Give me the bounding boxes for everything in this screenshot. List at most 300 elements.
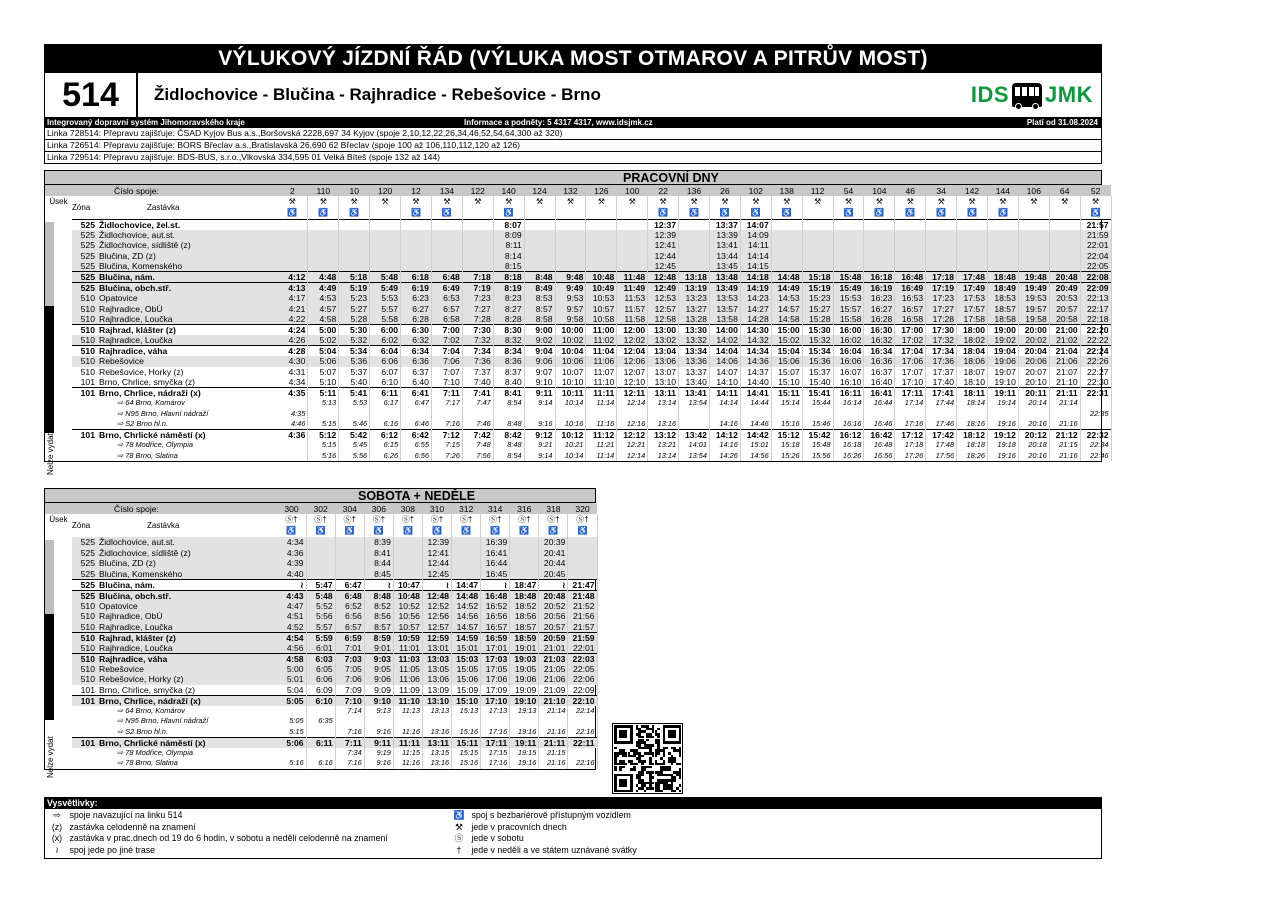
stop-row bbox=[45, 748, 597, 759]
departure-time bbox=[679, 251, 710, 262]
departure-time: 6:12 bbox=[370, 430, 401, 441]
legend-text: zastávka v prac.dnech od 19 do 6 hodin, v sobotu a neděli celodenně na znamení bbox=[69, 833, 388, 843]
departure-time: 22:14 bbox=[568, 706, 597, 717]
departure-time: 8:40 bbox=[493, 377, 524, 388]
stop-name: Rebešovice bbox=[97, 664, 277, 675]
departure-time: 7:28 bbox=[462, 314, 493, 325]
departure-time: 14:53 bbox=[771, 293, 802, 304]
stop-name: ⇨ N95 Brno, Hlavní nádraží bbox=[117, 408, 209, 418]
departure-time: 14:27 bbox=[740, 304, 771, 315]
departure-time: 7:16 bbox=[335, 727, 364, 738]
zone-number: 510 bbox=[72, 356, 97, 367]
departure-time bbox=[393, 569, 422, 580]
departure-time: 11:10 bbox=[393, 695, 422, 706]
departure-time bbox=[335, 548, 364, 559]
accessible-icon: ♿ bbox=[843, 208, 854, 217]
departure-time: 17:34 bbox=[926, 346, 957, 357]
stop-row bbox=[45, 590, 597, 601]
departure-time: 12:10 bbox=[617, 377, 648, 388]
departure-time: 15:05 bbox=[452, 664, 481, 675]
departure-time: 22:35 bbox=[1080, 409, 1111, 420]
departure-time: 4:13 bbox=[277, 283, 308, 294]
departure-time: 21:16 bbox=[1049, 419, 1080, 430]
departure-time bbox=[709, 409, 740, 420]
departure-time: 17:15 bbox=[481, 748, 510, 759]
departure-time: 6:30 bbox=[401, 325, 432, 336]
accessible-icon: ♿ bbox=[490, 526, 501, 535]
departure-time: 14:47 bbox=[452, 579, 481, 590]
departure-time bbox=[987, 230, 1018, 241]
departure-time: 15:10 bbox=[452, 695, 481, 706]
departure-time: 16:32 bbox=[864, 335, 895, 346]
departure-time bbox=[802, 219, 833, 230]
departure-time: 8:58 bbox=[524, 314, 555, 325]
departure-time: 13:37 bbox=[679, 367, 710, 378]
departure-time: 14:07 bbox=[709, 367, 740, 378]
departure-time: 14:48 bbox=[771, 272, 802, 283]
departure-time bbox=[431, 261, 462, 272]
departure-time: 6:06 bbox=[306, 674, 335, 685]
trip-day-icon: Ⓢ† bbox=[547, 515, 560, 524]
zone-number: 525 bbox=[72, 590, 97, 601]
departure-time bbox=[648, 409, 679, 420]
trip-day-icon: Ⓢ† bbox=[488, 515, 502, 524]
departure-time: 4:21 bbox=[277, 304, 308, 315]
departure-time: 11:02 bbox=[586, 335, 617, 346]
nelze-vydat-label: Nelze vydat bbox=[46, 736, 55, 778]
departure-time: 22:16 bbox=[568, 758, 597, 769]
departure-time: 20:53 bbox=[1049, 293, 1080, 304]
departure-time: 5:15 bbox=[308, 419, 339, 430]
departure-time: 9:06 bbox=[524, 356, 555, 367]
departure-time: 10:02 bbox=[555, 335, 586, 346]
departure-time: 6:10 bbox=[370, 377, 401, 388]
trip-day-icon: ⚒ bbox=[381, 197, 389, 206]
departure-time: 12:39 bbox=[422, 537, 451, 548]
weekend-timetable bbox=[44, 488, 596, 778]
stop-name: Rajhrad, klášter (z) bbox=[97, 325, 277, 336]
departure-time: 9:16 bbox=[524, 419, 555, 430]
trip-number: 10 bbox=[339, 185, 370, 196]
trip-day-icon: ⚒ bbox=[659, 197, 667, 206]
departure-time: 13:06 bbox=[422, 674, 451, 685]
departure-time bbox=[524, 219, 555, 230]
departure-time: 7:15 bbox=[431, 440, 462, 451]
zone-number: 510 bbox=[72, 314, 97, 325]
departure-time: 18:59 bbox=[510, 632, 539, 643]
legend-item bbox=[449, 810, 631, 821]
departure-time: 17:46 bbox=[926, 419, 957, 430]
departure-time bbox=[586, 240, 617, 251]
departure-time: 7:11 bbox=[431, 388, 462, 399]
departure-time: 6:01 bbox=[306, 643, 335, 654]
departure-time bbox=[277, 251, 308, 262]
departure-time: 21:15 bbox=[539, 748, 568, 759]
departure-time bbox=[452, 716, 481, 727]
stop-row bbox=[45, 377, 1111, 388]
departure-time: 17:48 bbox=[926, 440, 957, 451]
departure-time: 5:00 bbox=[277, 664, 306, 675]
departure-time: 19:18 bbox=[987, 440, 1018, 451]
departure-time bbox=[1049, 409, 1080, 420]
trip-icons bbox=[364, 514, 393, 537]
departure-time: ≀ bbox=[422, 579, 451, 590]
zone-number: 510 bbox=[72, 293, 97, 304]
departure-time: 10:58 bbox=[586, 314, 617, 325]
departure-time: 15:18 bbox=[802, 272, 833, 283]
departure-time: 22:11 bbox=[568, 737, 597, 748]
departure-time: 9:05 bbox=[364, 664, 393, 675]
route-name: Židlochovice - Blučina - Rajhradice - Rebešovice - Brno bbox=[154, 85, 601, 104]
trip-icons bbox=[422, 514, 451, 537]
departure-time: 19:11 bbox=[987, 388, 1018, 399]
departure-time: 8:09 bbox=[493, 230, 524, 241]
departure-time: 15:01 bbox=[452, 643, 481, 654]
departure-time bbox=[926, 261, 957, 272]
departure-time: 5:30 bbox=[339, 325, 370, 336]
departure-time: 12:58 bbox=[648, 314, 679, 325]
departure-time: 16:57 bbox=[481, 622, 510, 633]
stop-row bbox=[45, 537, 597, 548]
departure-time: 14:04 bbox=[709, 346, 740, 357]
departure-time: 11:57 bbox=[617, 304, 648, 315]
departure-time: 20:06 bbox=[1018, 356, 1049, 367]
departure-time: 4:22 bbox=[277, 314, 308, 325]
departure-time bbox=[926, 251, 957, 262]
trip-icons bbox=[957, 196, 988, 219]
departure-time: 13:10 bbox=[648, 377, 679, 388]
trip-icons bbox=[895, 196, 926, 219]
departure-time: 16:40 bbox=[864, 377, 895, 388]
departure-time: 5:10 bbox=[308, 377, 339, 388]
stop-name: Rajhradice, Loučka bbox=[97, 335, 277, 346]
departure-time: 14:23 bbox=[740, 293, 771, 304]
departure-time: 7:11 bbox=[335, 737, 364, 748]
trip-day-icon: ⚒ bbox=[721, 197, 729, 206]
departure-time: 16:45 bbox=[481, 569, 510, 580]
departure-time: 17:12 bbox=[895, 430, 926, 441]
departure-time: 12:57 bbox=[648, 304, 679, 315]
departure-time: 7:03 bbox=[335, 653, 364, 664]
departure-time: 17:14 bbox=[895, 398, 926, 409]
departure-time bbox=[277, 748, 306, 759]
trip-icons bbox=[277, 196, 308, 219]
departure-time: 5:19 bbox=[339, 283, 370, 294]
stop-name: ⇨ S2 Brno hl.n. bbox=[117, 726, 168, 736]
departure-time: 10:52 bbox=[393, 601, 422, 612]
departure-time: 19:10 bbox=[987, 377, 1018, 388]
departure-time bbox=[771, 219, 802, 230]
departure-time: 6:11 bbox=[306, 737, 335, 748]
stop-row bbox=[45, 451, 1111, 462]
departure-time: 9:10 bbox=[524, 377, 555, 388]
departure-time: 16:26 bbox=[833, 451, 864, 462]
stop-name: Rajhradice, Loučka bbox=[97, 622, 277, 633]
departure-time: 19:16 bbox=[987, 451, 1018, 462]
departure-time: 16:04 bbox=[833, 346, 864, 357]
departure-time: 17:05 bbox=[481, 664, 510, 675]
departure-time bbox=[586, 230, 617, 241]
departure-time bbox=[306, 569, 335, 580]
trip-number: 64 bbox=[1049, 185, 1080, 196]
departure-time: 22:27 bbox=[1080, 367, 1111, 378]
trip-number: 120 bbox=[370, 185, 401, 196]
departure-time: 20:45 bbox=[539, 569, 568, 580]
departure-time: 5:32 bbox=[339, 335, 370, 346]
departure-time: 9:21 bbox=[524, 440, 555, 451]
departure-time: 20:07 bbox=[1018, 367, 1049, 378]
departure-time bbox=[481, 716, 510, 727]
legend-item bbox=[47, 822, 196, 833]
departure-time: ≀ bbox=[364, 579, 393, 590]
departure-time: 21:02 bbox=[1049, 335, 1080, 346]
departure-time: 14:11 bbox=[740, 240, 771, 251]
departure-time: 14:37 bbox=[740, 367, 771, 378]
departure-time: 12:59 bbox=[422, 632, 451, 643]
departure-time: 4:40 bbox=[277, 569, 306, 580]
departure-time: 6:40 bbox=[401, 377, 432, 388]
departure-time: 7:47 bbox=[462, 398, 493, 409]
departure-time bbox=[926, 219, 957, 230]
trip-number: 300 bbox=[277, 503, 306, 514]
departure-time: 9:04 bbox=[524, 346, 555, 357]
zone-number: 510 bbox=[72, 653, 97, 664]
zone-number: 510 bbox=[72, 601, 97, 612]
trip-day-icon: ⚒ bbox=[597, 197, 605, 206]
trip-day-icon: Ⓢ† bbox=[576, 515, 589, 524]
departure-time: 11:16 bbox=[393, 727, 422, 738]
departure-time: 6:57 bbox=[431, 304, 462, 315]
departure-time: 17:02 bbox=[895, 335, 926, 346]
accessible-icon: ♿ bbox=[577, 526, 588, 535]
departure-time: 5:15 bbox=[277, 727, 306, 738]
departure-time bbox=[555, 261, 586, 272]
departure-time: 12:39 bbox=[648, 230, 679, 241]
departure-time: 19:10 bbox=[510, 695, 539, 706]
departure-time: 13:45 bbox=[709, 261, 740, 272]
trip-day-icon: Ⓢ† bbox=[343, 515, 356, 524]
departure-time: 19:06 bbox=[987, 356, 1018, 367]
departure-time: 6:58 bbox=[431, 314, 462, 325]
zone-number: 510 bbox=[72, 674, 97, 685]
departure-time: 4:47 bbox=[277, 601, 306, 612]
departure-time: 18:02 bbox=[957, 335, 988, 346]
departure-time: 17:44 bbox=[926, 398, 957, 409]
departure-time: 17:32 bbox=[926, 335, 957, 346]
bus-icon bbox=[1012, 83, 1042, 107]
departure-time: 20:57 bbox=[539, 622, 568, 633]
departure-time: 21:16 bbox=[539, 758, 568, 769]
departure-time: 17:09 bbox=[481, 685, 510, 696]
departure-time bbox=[957, 230, 988, 241]
departure-time: 8:07 bbox=[493, 219, 524, 230]
departure-time: 6:59 bbox=[335, 632, 364, 643]
departure-time: 13:48 bbox=[709, 272, 740, 283]
departure-time: 12:44 bbox=[422, 558, 451, 569]
departure-time: 5:37 bbox=[339, 367, 370, 378]
trip-number: 100 bbox=[617, 185, 648, 196]
departure-time: 16:56 bbox=[481, 611, 510, 622]
departure-time: 22:46 bbox=[1080, 451, 1111, 462]
stop-name: ⇨ S2 Brno hl.n. bbox=[117, 419, 168, 428]
departure-time: 13:15 bbox=[422, 748, 451, 759]
departure-time bbox=[771, 409, 802, 420]
trip-icons bbox=[555, 196, 586, 219]
departure-time: 5:11 bbox=[308, 388, 339, 399]
departure-time: 4:31 bbox=[277, 367, 308, 378]
departure-time: 7:37 bbox=[462, 367, 493, 378]
trip-day-icon: Ⓢ† bbox=[459, 515, 473, 524]
departure-time bbox=[987, 409, 1018, 420]
departure-time: 12:02 bbox=[617, 335, 648, 346]
departure-time: 4:46 bbox=[277, 419, 308, 430]
departure-time: 12:21 bbox=[617, 440, 648, 451]
departure-time: 5:56 bbox=[339, 451, 370, 462]
departure-time: 5:47 bbox=[306, 579, 335, 590]
departure-time: 21:11 bbox=[539, 737, 568, 748]
departure-time: 11:07 bbox=[586, 367, 617, 378]
departure-time: 15:40 bbox=[802, 377, 833, 388]
departure-time bbox=[401, 251, 432, 262]
departure-time: 18:57 bbox=[987, 304, 1018, 315]
departure-time: 19:16 bbox=[510, 758, 539, 769]
trip-day-icon: ⚒ bbox=[783, 197, 791, 206]
departure-time: 8:49 bbox=[524, 283, 555, 294]
trip-icons bbox=[401, 196, 432, 219]
departure-time bbox=[1018, 261, 1049, 272]
departure-time: 4:58 bbox=[308, 314, 339, 325]
trip-icons bbox=[510, 514, 539, 537]
departure-time bbox=[370, 230, 401, 241]
departure-time: 19:57 bbox=[1018, 304, 1049, 315]
departure-time: 11:10 bbox=[586, 377, 617, 388]
departure-time: 19:04 bbox=[987, 346, 1018, 357]
departure-time bbox=[568, 748, 597, 759]
departure-time: 18:52 bbox=[510, 601, 539, 612]
departure-time: 22:20 bbox=[1080, 325, 1111, 336]
departure-time: 4:43 bbox=[277, 590, 306, 601]
departure-time: 19:58 bbox=[1018, 314, 1049, 325]
departure-time: 5:48 bbox=[306, 590, 335, 601]
departure-time: 6:18 bbox=[401, 272, 432, 283]
trip-day-icon: ⚒ bbox=[999, 197, 1007, 206]
trip-day-icon: Ⓢ† bbox=[285, 515, 298, 524]
departure-time: 22:09 bbox=[568, 685, 597, 696]
departure-time: 16:48 bbox=[481, 590, 510, 601]
departure-time: 9:16 bbox=[364, 758, 393, 769]
accessible-icon: ♿ bbox=[287, 208, 298, 217]
zone-number bbox=[72, 451, 97, 462]
legend-item bbox=[47, 845, 155, 856]
departure-time: 13:39 bbox=[709, 230, 740, 241]
departure-time: 10:59 bbox=[393, 632, 422, 643]
trip-day-icon: Ⓢ† bbox=[430, 515, 444, 524]
line-header bbox=[44, 73, 1102, 118]
departure-time: 6:05 bbox=[306, 664, 335, 675]
trip-day-icon: ⚒ bbox=[937, 197, 945, 206]
departure-time: 4:52 bbox=[277, 622, 306, 633]
accessible-icon: ♿ bbox=[349, 208, 360, 217]
departure-time: 14:07 bbox=[740, 219, 771, 230]
trip-day-icon: Ⓢ† bbox=[518, 515, 531, 524]
departure-time: 15:23 bbox=[802, 293, 833, 304]
departure-time bbox=[833, 251, 864, 262]
weekday-table bbox=[45, 185, 1112, 461]
zone-number: 525 bbox=[72, 579, 97, 590]
stop-row bbox=[45, 664, 597, 675]
departure-time: 14:48 bbox=[452, 590, 481, 601]
ids-system-name: Integrovaný dopravní systém Jihomoravského kraje bbox=[47, 118, 245, 127]
departure-time: 13:11 bbox=[648, 388, 679, 399]
departure-time bbox=[370, 409, 401, 420]
departure-time: 17:11 bbox=[481, 737, 510, 748]
departure-time: 21:09 bbox=[539, 685, 568, 696]
departure-time: 11:03 bbox=[393, 653, 422, 664]
departure-time: 19:06 bbox=[510, 674, 539, 685]
departure-time bbox=[833, 230, 864, 241]
departure-time bbox=[895, 261, 926, 272]
departure-time: 19:14 bbox=[987, 398, 1018, 409]
departure-time: 16:07 bbox=[833, 367, 864, 378]
departure-time: 12:07 bbox=[617, 367, 648, 378]
departure-time bbox=[895, 240, 926, 251]
departure-time: 12:41 bbox=[422, 548, 451, 559]
departure-time: 16:28 bbox=[864, 314, 895, 325]
stop-name: Rajhradice, váha bbox=[97, 653, 277, 664]
departure-time: 11:06 bbox=[393, 674, 422, 685]
trip-number: 52 bbox=[1080, 185, 1111, 196]
stop-row bbox=[45, 569, 597, 580]
departure-time: 12:04 bbox=[617, 346, 648, 357]
trip-day-icon: ⚒ bbox=[1061, 197, 1069, 206]
accessible-icon: ♿ bbox=[373, 526, 384, 535]
departure-time: 10:49 bbox=[586, 283, 617, 294]
legend-item bbox=[449, 822, 567, 833]
departure-time bbox=[393, 558, 422, 569]
departure-time: 18:47 bbox=[510, 579, 539, 590]
zone-number: 101 bbox=[80, 684, 95, 695]
departure-time bbox=[926, 240, 957, 251]
departure-time: 13:44 bbox=[709, 251, 740, 262]
departure-time: 7:36 bbox=[462, 356, 493, 367]
departure-time: 13:04 bbox=[648, 346, 679, 357]
departure-time: 6:47 bbox=[401, 398, 432, 409]
zone-number: 525 bbox=[72, 251, 97, 262]
departure-time bbox=[679, 219, 710, 230]
departure-time: 22:16 bbox=[568, 727, 597, 738]
departure-time: 6:34 bbox=[401, 346, 432, 357]
departure-time bbox=[539, 716, 568, 727]
departure-time: 18:57 bbox=[510, 622, 539, 633]
departure-time: 21:00 bbox=[1049, 325, 1080, 336]
departure-time: 7:18 bbox=[462, 272, 493, 283]
departure-time: 14:01 bbox=[679, 440, 710, 451]
departure-time: 5:28 bbox=[339, 314, 370, 325]
zone-number: 525 bbox=[72, 261, 97, 272]
departure-time bbox=[339, 409, 370, 420]
departure-time: 5:07 bbox=[308, 367, 339, 378]
departure-time: 14:00 bbox=[709, 325, 740, 336]
departure-time: 13:23 bbox=[679, 293, 710, 304]
departure-time bbox=[987, 240, 1018, 251]
departure-time bbox=[895, 251, 926, 262]
departure-time: 17:40 bbox=[926, 377, 957, 388]
departure-time: 11:01 bbox=[393, 643, 422, 654]
departure-time bbox=[568, 548, 597, 559]
departure-time bbox=[833, 240, 864, 251]
departure-time bbox=[370, 261, 401, 272]
trip-number: 304 bbox=[335, 503, 364, 514]
